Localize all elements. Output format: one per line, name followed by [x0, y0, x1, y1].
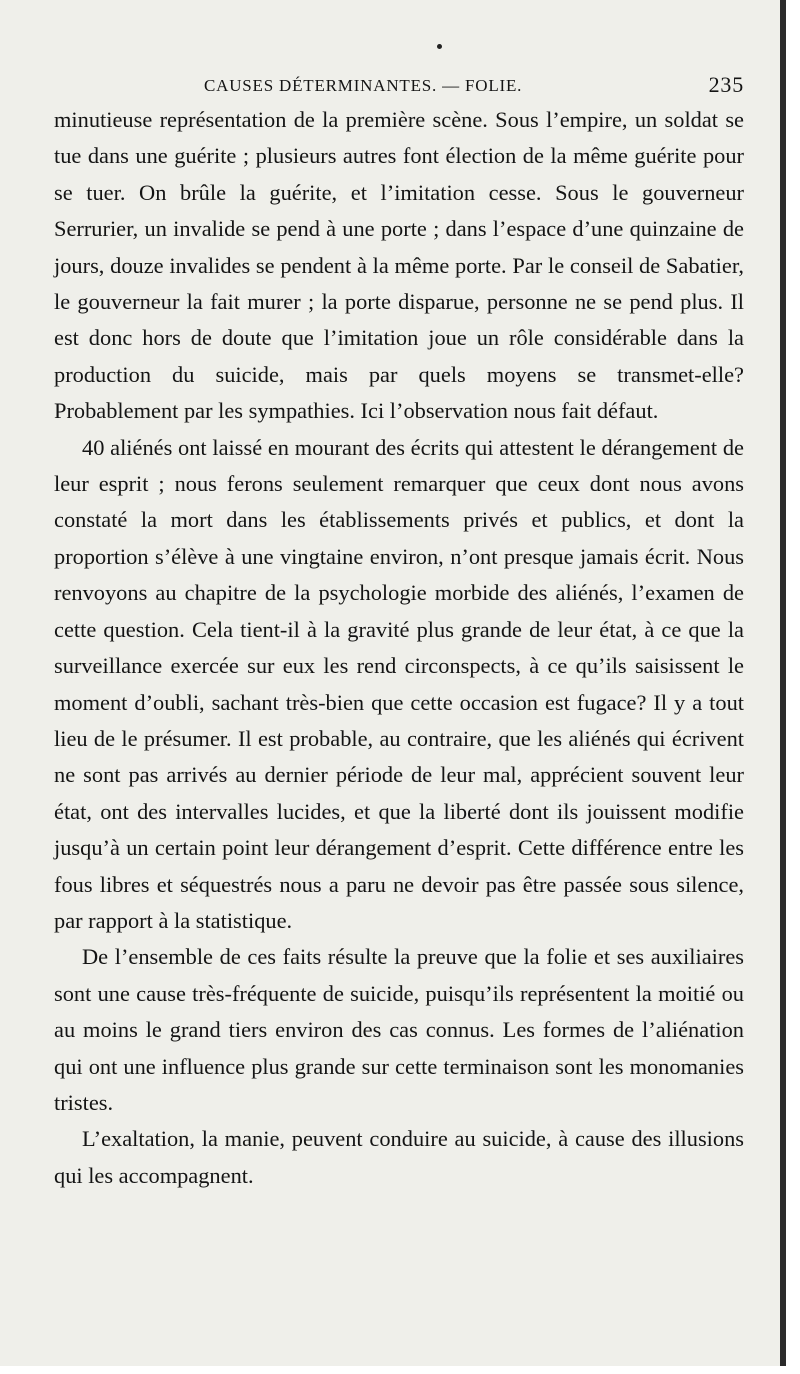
ink-dot: [437, 44, 442, 49]
paragraph-1: minutieuse représentation de la première scène. Sous l’empire, un soldat se tue dans une guérite ; plusieurs autres font élection de la même guérite pour se tuer. On brûle la guérite, et l’imitation cesse. Sous le gouverneur Serrurier, un invalide se pend à une porte ; dans l’espace d’une quinzaine de jours, douze invalides se pendent à la même porte. Par le conseil de Sabatier, le gouverneur la fait murer ; la porte disparue, personne ne se pend plus. Il est donc hors de doute que l’imitation joue un rôle considérable dans la production du suicide, mais par quels moyens se transmet-elle? Probablement par les sympathies. Ici l’observation nous fait défaut.: [54, 107, 744, 424]
paragraph-3: De l’ensemble de ces faits résulte la preuve que la folie et ses auxiliaires sont une cause très-fréquente de suicide, puisqu’ils représentent la moitié ou au moins le grand tiers environ des cas connus. Les formes de l’aliénation qui ont une influence plus grande sur cette terminaison sont les monomanies tristes.: [54, 944, 744, 1115]
page-body: [54, 70, 744, 1194]
paragraph-2: 40 aliénés ont laissé en mourant des écrits qui attestent le dérangement de leur esprit ; nous ferons seulement remarquer que ceux dont nous avons constaté la mort dans les établissements privés et publics, et dont la proportion s’élève à une vingtaine environ, n’ont presque jamais écrit. Nous renvoyons au chapitre de la psychologie morbide des aliénés, l’examen de cette question. Cela tient-il à la gravité plus grande de leur état, à ce que la surveillance exercée sur eux les rend circonspects, à ce qu’ils saisissent le moment d’oubli, sachant très-bien que cette occasion est fugace? Il y a tout lieu de le présumer. Il est probable, au contraire, que les aliénés qui écrivent ne sont pas arrivés au dernier période de leur mal, apprécient souvent leur état, ont des intervalles lucides, et que la liberté dont ils jouissent modifie jusqu’à un certain point leur dérangement d’esprit. Cette différence entre les fous libres et séquestrés nous a paru ne devoir pas être passée sous silence, par rapport à la statistique.: [54, 434, 744, 933]
running-title: CAUSES DÉTERMINANTES. — FOLIE.: [204, 76, 523, 95]
paragraph-4: L’exaltation, la manie, peuvent conduire au suicide, à cause des illusions qui les accompagnent.: [54, 1126, 744, 1188]
page-number: 235: [708, 72, 744, 97]
running-header: [54, 70, 744, 104]
